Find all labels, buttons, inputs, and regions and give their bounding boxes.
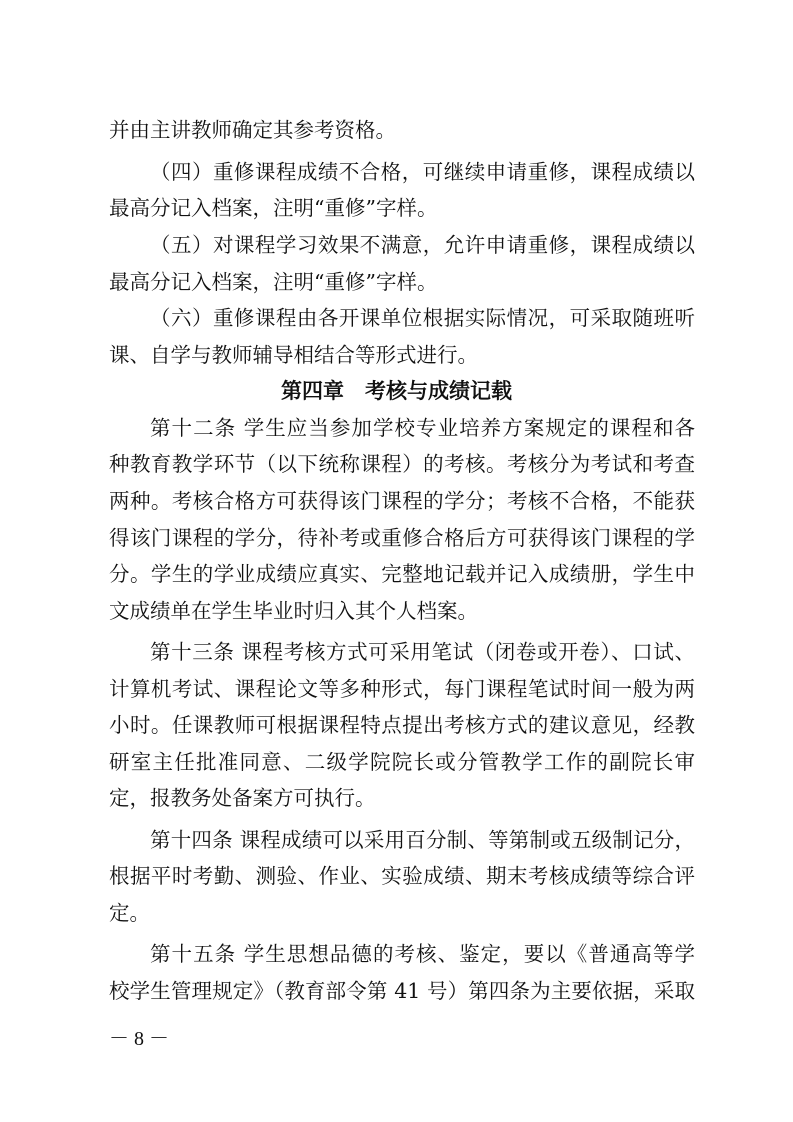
paragraph-line: 并由主讲教师确定其参考资格。 <box>109 118 396 142</box>
paragraph-line: （四）重修课程成绩不合格，可继续申请重修，课程成绩以 <box>150 160 695 184</box>
paragraph-line: 最高分记入档案，注明“重修”字样。 <box>109 270 438 294</box>
paragraph-line: 文成绩单在学生毕业时归入其个人档案。 <box>109 599 478 623</box>
paragraph-line: （五）对课程学习效果不满意，允许申请重修，课程成绩以 <box>150 233 695 257</box>
paragraph-line: 第十四条 课程成绩可以采用百分制、等第制或五级制记分， <box>150 828 695 852</box>
paragraph-line: 课、自学与教师辅导相结合等形式进行。 <box>109 343 478 367</box>
paragraph-line: 计算机考试、课程论文等多种形式，每门课程笔试时间一般为两 <box>109 677 695 701</box>
paragraph-line: （六）重修课程由各开课单位根据实际情况，可采取随班听 <box>150 306 695 330</box>
paragraph-line: 最高分记入档案，注明“重修”字样。 <box>109 196 438 220</box>
paragraph-line: 种教育教学环节（以下统称课程）的考核。考核分为考试和考查 <box>109 452 695 476</box>
paragraph-line: 第十三条 课程考核方式可采用笔试（闭卷或开卷）、口试、 <box>150 640 695 664</box>
paragraph-line: 根据平时考勤、测验、作业、实验成绩、期末考核成绩等综合评 <box>109 864 695 888</box>
paragraph-line: 第十五条 学生思想品德的考核、鉴定，要以《普通高等学 <box>150 942 695 966</box>
paragraph-line: 两种。考核合格方可获得该门课程的学分；考核不合格，不能获 <box>109 489 695 513</box>
paragraph-line: 定，报教务处备案方可执行。 <box>109 786 376 810</box>
paragraph-line: 第十二条 学生应当参加学校专业培养方案规定的课程和各 <box>150 416 695 440</box>
paragraph-line: 小时。任课教师可根据课程特点提出考核方式的建议意见，经教 <box>109 713 695 737</box>
paragraph-line: 定。 <box>109 901 150 925</box>
paragraph-line: 研室主任批准同意、二级学院院长或分管教学工作的副院长审 <box>109 750 695 774</box>
paragraph-line: 得该门课程的学分，待补考或重修合格后方可获得该门课程的学 <box>109 526 695 550</box>
chapter-heading: 第四章 考核与成绩记载 <box>281 379 512 403</box>
page-number: － 8 － <box>109 1028 169 1050</box>
paragraph-line: 校学生管理规定》（教育部令第 41 号）第四条为主要依据，采取 <box>109 979 695 1003</box>
paragraph-line: 分。学生的学业成绩应真实、完整地记载并记入成绩册，学生中 <box>109 562 695 586</box>
